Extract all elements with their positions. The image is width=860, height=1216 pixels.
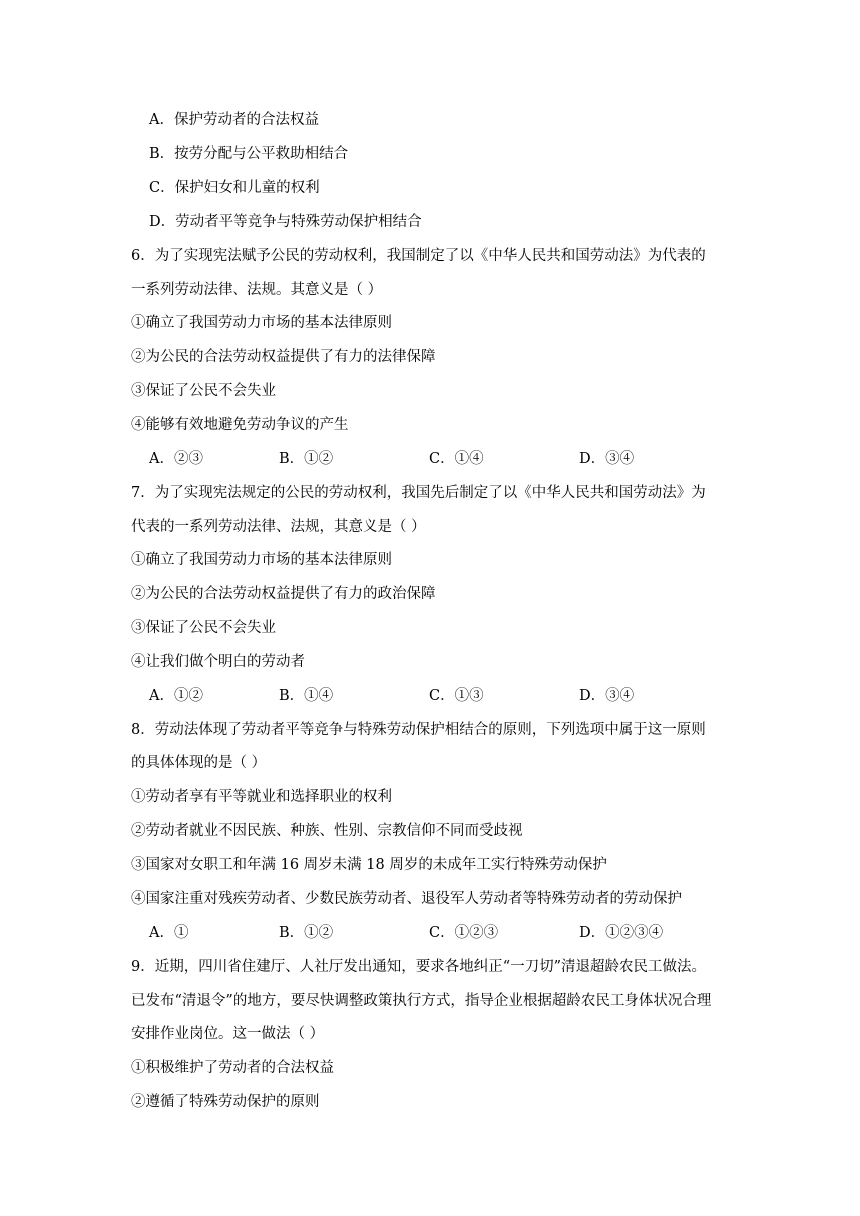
q7-item-4: ④让我们做个明白的劳动者	[131, 654, 305, 670]
q7-choice-b: B．①④	[279, 688, 334, 704]
q6-choice-d: D．③④	[579, 451, 635, 467]
q5-option-b: B．按劳分配与公平救助相结合	[149, 146, 349, 162]
q6-choice-b: B．①②	[279, 451, 334, 467]
q7-item-1: ①确立了我国劳动力市场的基本法律原则	[131, 552, 392, 568]
q6-stem-line2: 一系列劳动法律、法规。其意义是（ ）	[131, 282, 383, 298]
q9-stem-line1: 9．近期，四川省住建厅、人社厅发出通知，要求各地纠正“一刀切”清退超龄农民工做法。	[131, 959, 707, 975]
q6-stem-line1: 6．为了实现宪法赋予公民的劳动权利，我国制定了以《中华人民共和国劳动法》为代表的	[131, 248, 706, 264]
q8-item-2: ②劳动者就业不因民族、种族、性别、宗教信仰不同而受歧视	[131, 823, 523, 839]
q7-stem-line1: 7．为了实现宪法规定的公民的劳动权利，我国先后制定了以《中华人民共和国劳动法》为	[131, 485, 706, 501]
q6-choices	[149, 449, 749, 469]
q6-choice-a: A．②③	[149, 451, 203, 467]
q9-item-1: ①积极维护了劳动者的合法权益	[131, 1060, 334, 1076]
q9-item-2: ②遵循了特殊劳动保护的原则	[131, 1094, 320, 1110]
q7-choice-d: D．③④	[579, 688, 635, 704]
q7-choice-c: C．①③	[429, 688, 484, 704]
q6-item-3: ③保证了公民不会失业	[131, 383, 276, 399]
q5-option-d: D．劳动者平等竞争与特殊劳动保护相结合	[149, 214, 422, 230]
q5-option-a: A．保护劳动者的合法权益	[149, 112, 319, 128]
q7-stem-line2: 代表的一系列劳动法律、法规，其意义是（ ）	[131, 519, 426, 535]
q6-item-2: ②为公民的合法劳动权益提供了有力的法律保障	[131, 349, 436, 365]
q8-choices	[149, 923, 749, 943]
q7-choice-a: A．①②	[149, 688, 203, 704]
q6-item-4: ④能够有效地避免劳动争议的产生	[131, 417, 349, 433]
q8-item-1: ①劳动者享有平等就业和选择职业的权利	[131, 789, 392, 805]
q6-item-1: ①确立了我国劳动力市场的基本法律原则	[131, 315, 392, 331]
q9-stem-line2: 已发布“清退令”的地方，要尽快调整政策执行方式，指导企业根据超龄农民工身体状况合理	[131, 993, 712, 1009]
q8-item-4: ④国家注重对残疾劳动者、少数民族劳动者、退役军人劳动者等特殊劳动者的劳动保护	[131, 891, 682, 907]
q8-choice-b: B．①②	[279, 925, 334, 941]
q7-item-3: ③保证了公民不会失业	[131, 620, 276, 636]
q9-stem-line3: 安排作业岗位。这一做法（ ）	[131, 1026, 325, 1042]
q8-choice-c: C．①②③	[429, 925, 499, 941]
q7-choices	[149, 686, 749, 706]
q8-stem-line1: 8．劳动法体现了劳动者平等竞争与特殊劳动保护相结合的原则，下列选项中属于这一原则	[131, 722, 706, 738]
q8-choice-d: D．①②③④	[579, 925, 664, 941]
q7-item-2: ②为公民的合法劳动权益提供了有力的政治保障	[131, 586, 436, 602]
q5-option-c: C．保护妇女和儿童的权利	[149, 180, 320, 196]
q8-item-3: ③国家对女职工和年满 16 周岁未满 18 周岁的未成年工实行特殊劳动保护	[131, 857, 607, 873]
q8-stem-line2: 的具体体现的是（ ）	[131, 755, 267, 771]
q6-choice-c: C．①④	[429, 451, 484, 467]
q8-choice-a: A．①	[149, 925, 189, 941]
